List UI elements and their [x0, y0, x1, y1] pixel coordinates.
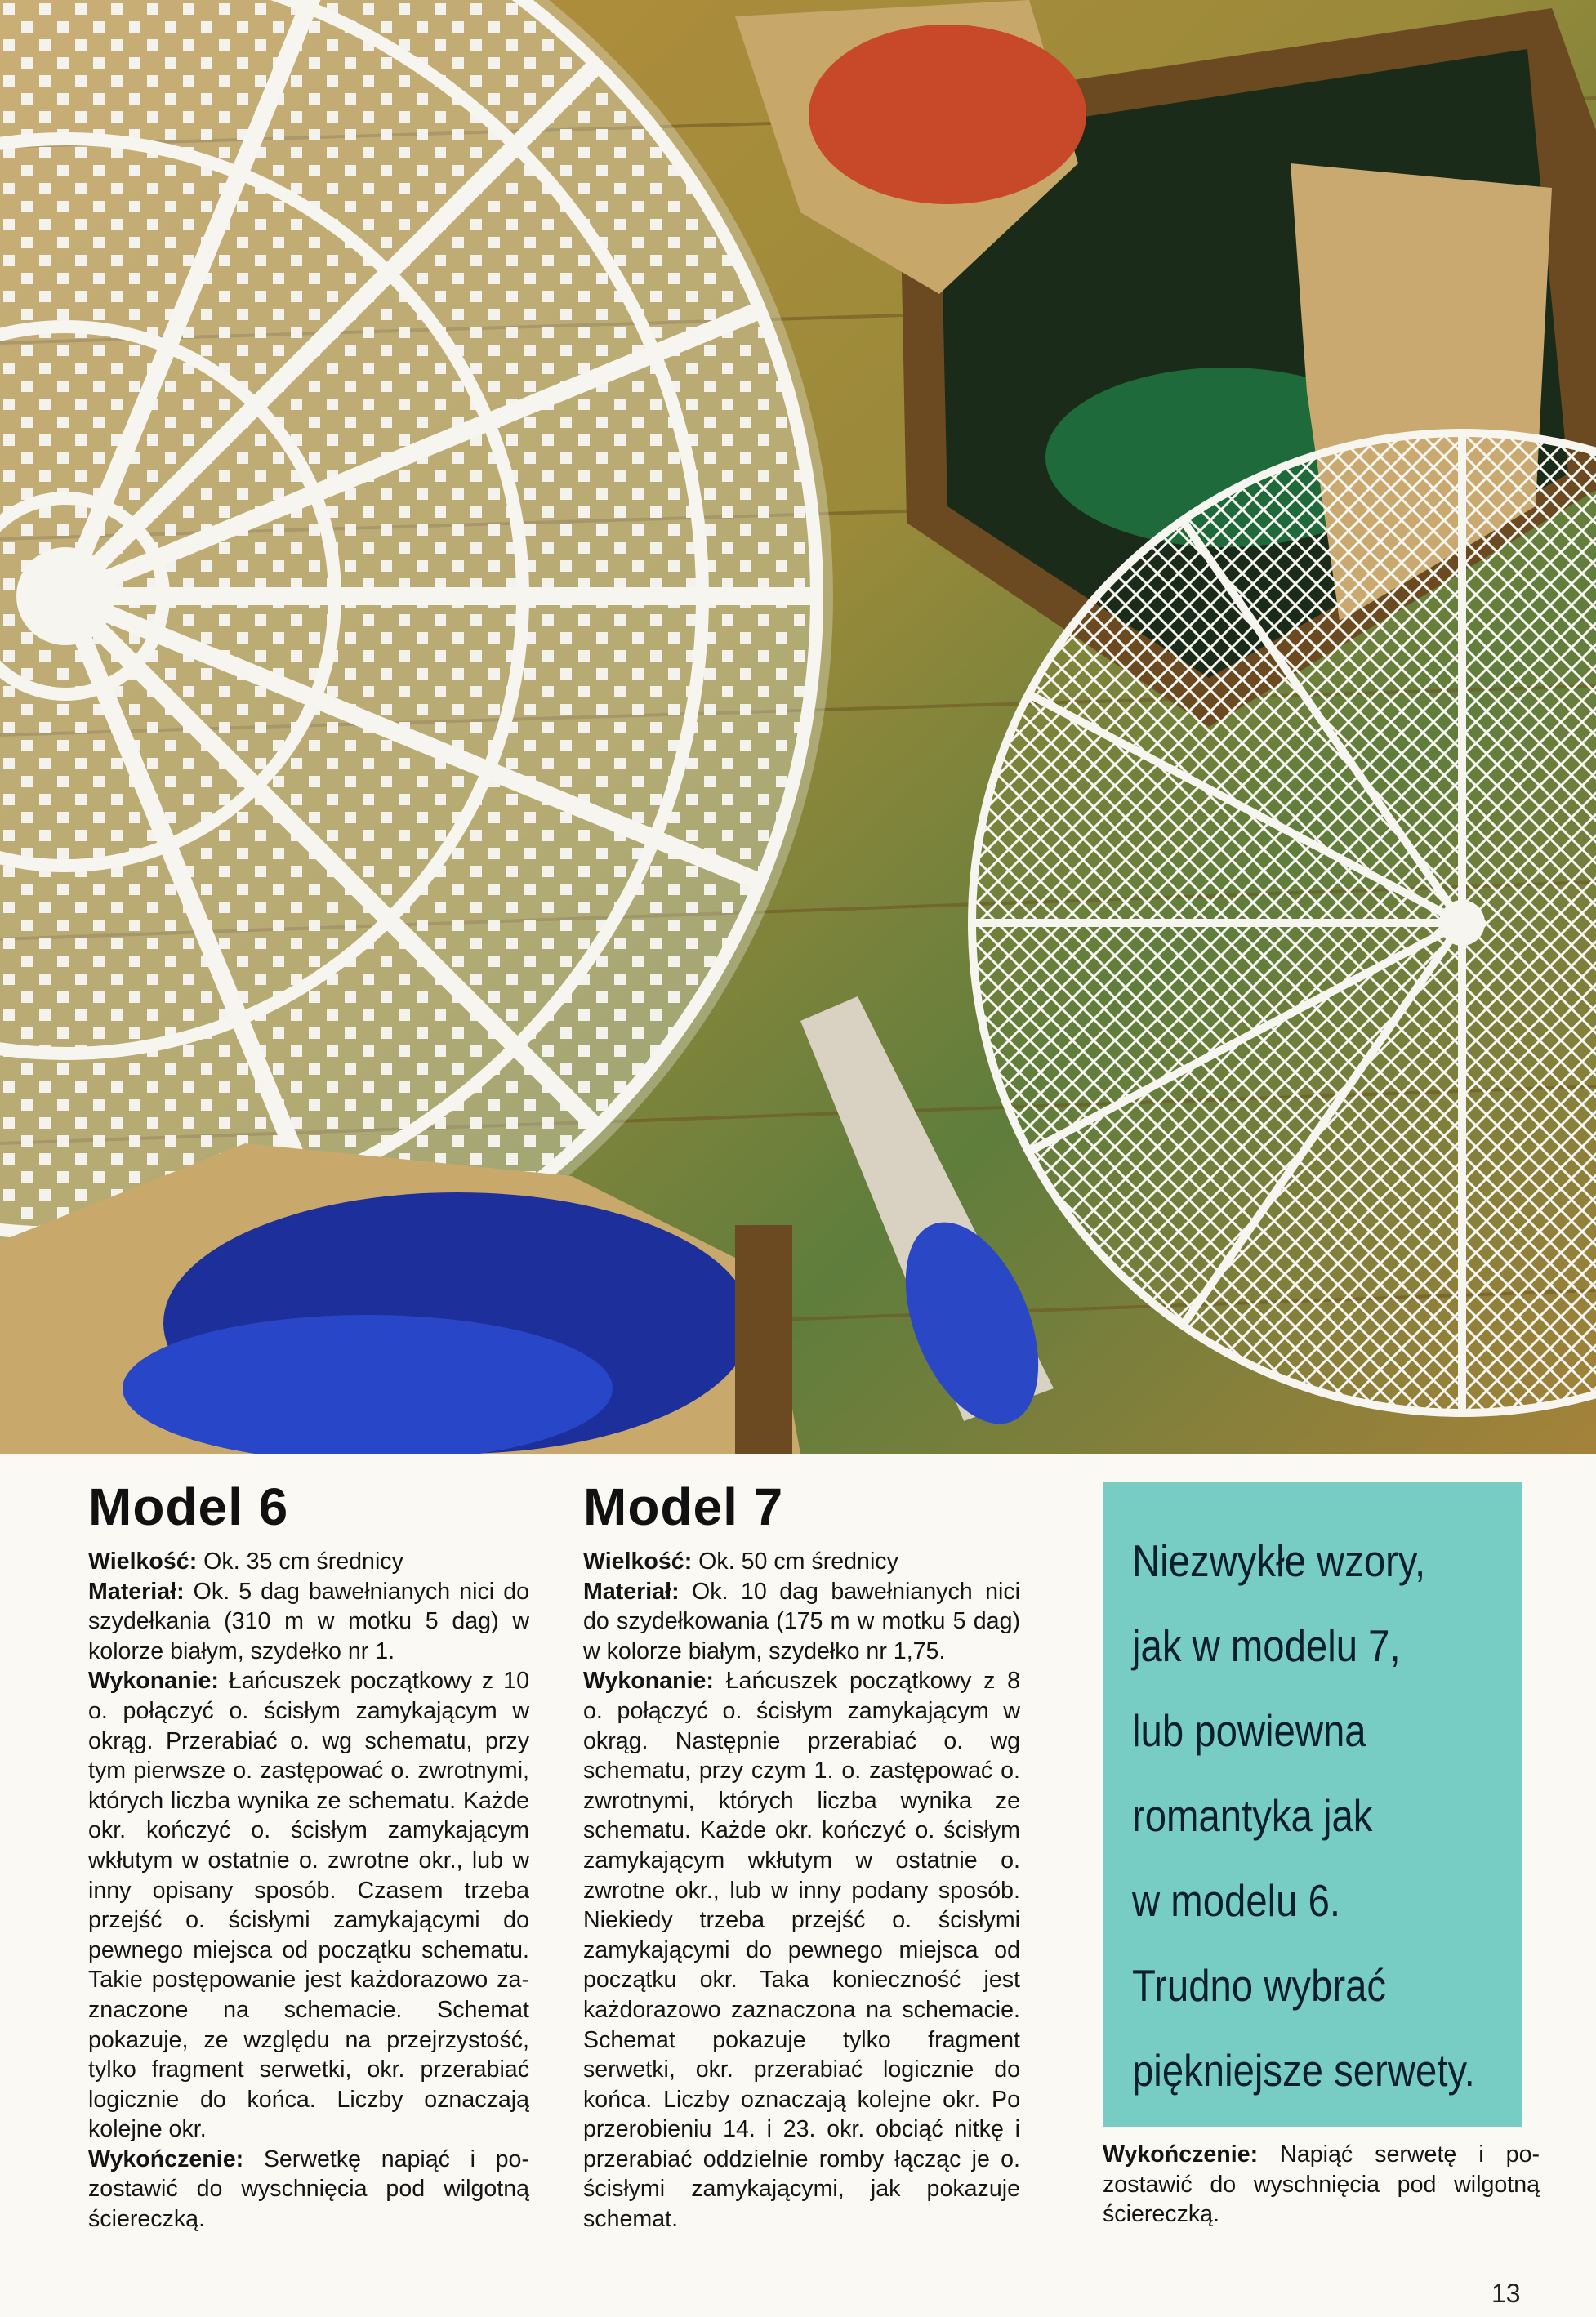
model-7-finish — [1103, 2140, 1540, 2230]
label-execution: Wykonanie: — [583, 1668, 714, 1695]
label-finish: Wykończenie: — [88, 2145, 244, 2172]
size-value: Ok. 50 cm średnicy — [692, 1548, 898, 1575]
label-finish: Wykończenie: — [1103, 2141, 1259, 2168]
promo-text: Niezwykłe wzory, jak w modelu 7, lub powiewna romantyka jak w modelu 6. Trudno wybrać piękniejsze serwety. — [1132, 1535, 1475, 2096]
model-6-column — [88, 1478, 529, 2235]
execution-value: Łańcuszek początkowy z 10 o. połączyć o. ścisłym zamykającym w okrąg. Przerabiać o. wg schematu, przy tym pierwsze o. zastępować o. zwrotnymi, których liczba wynika ze schematu. Każde okr. kończyć o. ścisłym zamykającym wkłutym w ostatnie o. zwrotne okr., lub w inny opisany sposób. Czasem trzeba przejść o. ścisłymi zamykającymi do pewnego miejsca od początku schematu. Takie postępowanie jest każdorazowo zaznaczone na schemacie. Schemat pokazuje, ze względu na przejrzystość, tylko fragment serwetki, okr. przerabiać logicznie do końca. Liczby oznaczają kolejne okr. — [88, 1668, 529, 2143]
finish-description — [1103, 2140, 1540, 2230]
promo-box — [1103, 1482, 1522, 2127]
finish-value: Serwetkę napiąć i pozostawić do wyschnięcia pod wilgotną ściereczką. — [88, 2145, 529, 2233]
execution-value: Łańcuszek początkowy z 8 o. połączyć o. ścisłym zamykającym w okrąg. Następnie przerabiać o. wg schematu, przy czym 1. o. zastępować o. zwrotnymi, których liczba wynika ze schematu. Każde okr. kończyć o. ścisłym zamykającym wkłutym w ostatnie o. zwrotne okr., lub w inny podany sposób. Niekiedy trzeba przejść o. ścisłymi zamykającymi do pewnego miejsca od początku okr. Taka konieczność jest każdorazowo zaznaczona na schemacie. Schemat pokazuje tylko fragment serwetki, okr. przerabiać logicznie do końca. Liczby oznaczają kolejne okr. Po przerobieniu 14. i 23. okr. obciąć nitkę i przerabiać oddzielnie romby łącząc je o. ścisłymi zamykającymi, jak pokazuje schemat. — [583, 1668, 1020, 2233]
model-7-column — [583, 1478, 1020, 2235]
model-6-title: Model 6 — [88, 1477, 289, 1536]
size-value: Ok. 35 cm średnicy — [197, 1548, 403, 1575]
label-size: Wielkość: — [88, 1548, 198, 1575]
model-7-title: Model 7 — [583, 1477, 784, 1536]
box-edge — [735, 1225, 792, 1454]
label-material: Materiał: — [88, 1578, 185, 1605]
material-value: Ok. 5 dag bawełnianych nici do szydełkania (310 m w motku 5 dag) w kolorze białym, szydełko nr 1. — [88, 1578, 529, 1664]
model-7-description — [583, 1547, 1020, 2235]
label-size: Wielkość: — [583, 1548, 693, 1575]
label-execution: Wykonanie: — [88, 1668, 219, 1695]
material-value: Ok. 10 dag bawełnianych nici do szydełkowania (175 m w motku 5 dag) w kolorze białym, szydełko nr 1,75. — [583, 1578, 1020, 1664]
finish-value: Napiąć serwetę i pozostawić do wyschnięcia pod wilgotną ściereczką. — [1103, 2141, 1540, 2228]
label-material: Materiał: — [583, 1578, 680, 1605]
model-6-description — [88, 1547, 529, 2235]
page-number: 13 — [1491, 2279, 1521, 2308]
